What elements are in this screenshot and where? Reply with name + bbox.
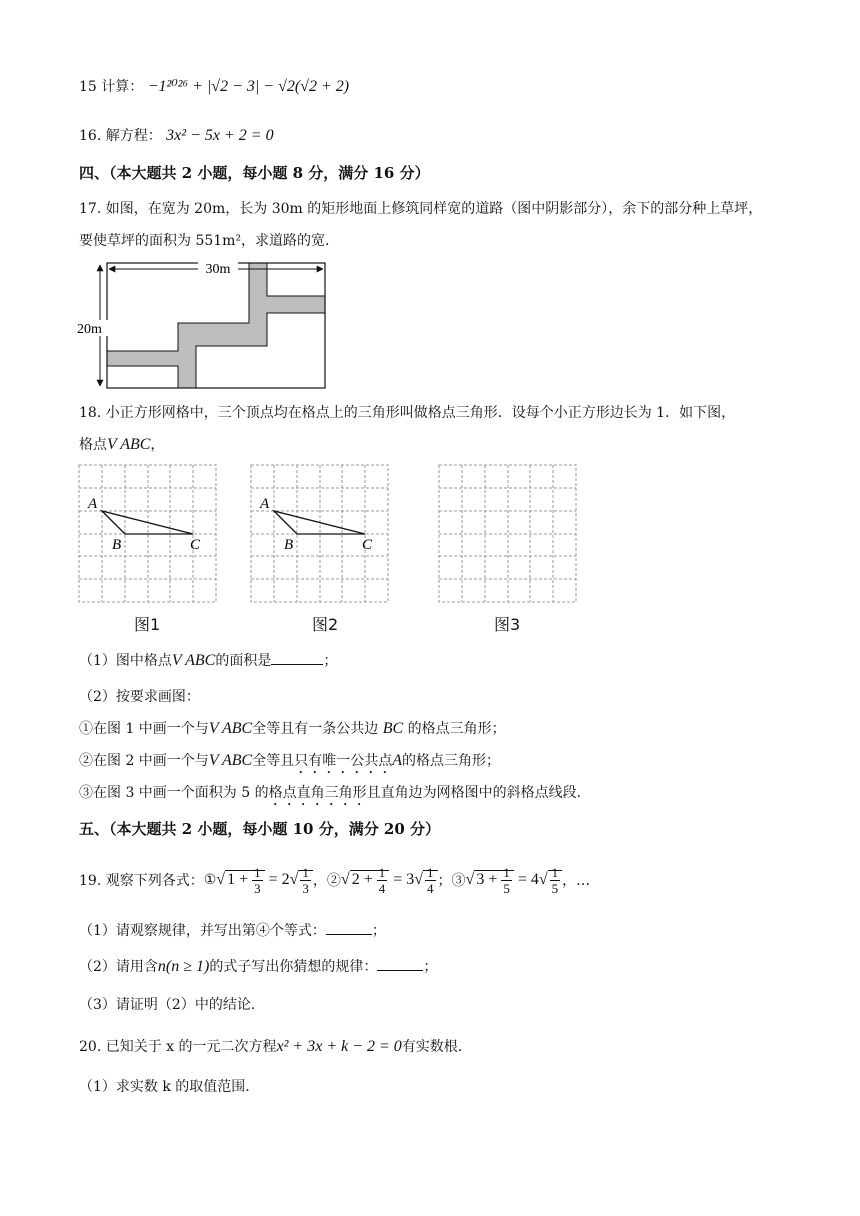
- q16-expression: 3x² − 5x + 2 = 0: [166, 127, 274, 144]
- caption-figure-2: 图2: [312, 615, 339, 634]
- q15: 15 计算： −1²⁰²⁶ + |√2 − 3| − √2(√2 + 2): [79, 78, 350, 95]
- road-shading: [107, 263, 325, 388]
- q18-part2: （2）按要求画图：: [79, 689, 200, 705]
- width-label: 30m: [205, 262, 231, 277]
- q19-eq2: √ 2 + $\frac{1}{4}$ = 3√ $\frac{1}{4}$: [341, 865, 438, 896]
- q17-line1: 17. 如图，在宽为 20m，长为 30m 的矩形地面上修筑同样宽的道路（图中阴影部分），余下的部分种上草坪，: [79, 201, 763, 217]
- q16: 16. 解方程： 3x² − 5x + 2 = 0: [79, 127, 274, 144]
- q20-intro: 20. 已知关于 x 的一元二次方程x² + 3x + k − 2 = 0有实数根.: [79, 1038, 463, 1055]
- q19-part1: （1）请观察规律，并写出第④个等式： ；: [79, 920, 386, 940]
- svg-text:B: B: [112, 537, 122, 553]
- q18-part1: （1）图中格点V ABC的面积是 ；: [79, 652, 338, 669]
- answer-blank[interactable]: [377, 956, 423, 971]
- q15-label: 计算：: [101, 79, 144, 95]
- q15-expression: −1²⁰²⁶ + |√2 − 3| − √2(√2 + 2): [147, 78, 350, 95]
- svg-text:B: B: [284, 537, 294, 553]
- q19-eq1: √ 1 + $\frac{1}{3}$ = 2√ $\frac{1}{3}$: [216, 865, 313, 896]
- q19-eq3: √ 3 + $\frac{1}{5}$ = 4√ $\frac{1}{5}$: [466, 865, 563, 896]
- q17-line2: 要使草坪的面积为 551m²，求道路的宽.: [79, 233, 330, 249]
- q19-part2: （2）请用含n(n ≥ 1)的式子写出你猜想的规律： ；: [79, 958, 438, 975]
- q18-line1: 18. 小正方形网格中，三个顶点均在格点上的三角形叫做格点三角形．设每个小正方形边长为 1．如下图，: [79, 405, 736, 421]
- q19-part3: （3）请证明（2）中的结论.: [79, 997, 256, 1013]
- q18-item1: ①在图 1 中画一个与V ABC全等且有一条公共边 BC 的格点三角形；: [79, 720, 506, 737]
- svg-text:A: A: [260, 496, 270, 512]
- q17-figure: [76, 258, 336, 392]
- q16-label: 解方程：: [105, 128, 162, 144]
- answer-blank[interactable]: [271, 650, 323, 665]
- grid-figure-3: [438, 464, 578, 604]
- section-5-heading: 五、（本大题共 2 小题，每小题 10 分，满分 20 分）: [79, 820, 441, 838]
- answer-blank[interactable]: [326, 920, 372, 935]
- caption-figure-3: 图3: [494, 615, 521, 634]
- q19-intro: 19. 观察下列各式： ① √ 1 + $\frac{1}{3}$ = 2√ $\frac{1}{3}$ ，② √ 2 + $\frac{1}{4}$ = 3√ $\frac{1}{4}$ ；③ √ 3 + $\frac{1}{5}$ = 4√ $\frac{1}{5}$ ，…: [79, 864, 591, 896]
- caption-figure-1: 图1: [134, 615, 161, 634]
- grid-figure-1: [78, 464, 218, 604]
- q20-part1: （1）求实数 k 的取值范围.: [79, 1079, 250, 1095]
- grid-figure-2: [250, 464, 390, 604]
- svg-text:C: C: [362, 537, 373, 553]
- height-label: 20m: [77, 322, 102, 337]
- q18-item2: ②在图 2 中画一个与V ABC全等且只有唯一公共点A的格点三角形；: [79, 752, 501, 769]
- svg-text:C: C: [190, 537, 201, 553]
- svg-text:A: A: [88, 496, 98, 512]
- q18-line2: 格点V ABC，: [79, 436, 165, 453]
- q18-item3: ③在图 3 中画一个面积为 5 的格点直角三角形且直角边为网格图中的斜格点线段.: [79, 785, 582, 801]
- section-4-heading: 四、（本大题共 2 小题，每小题 8 分，满分 16 分）: [79, 164, 430, 182]
